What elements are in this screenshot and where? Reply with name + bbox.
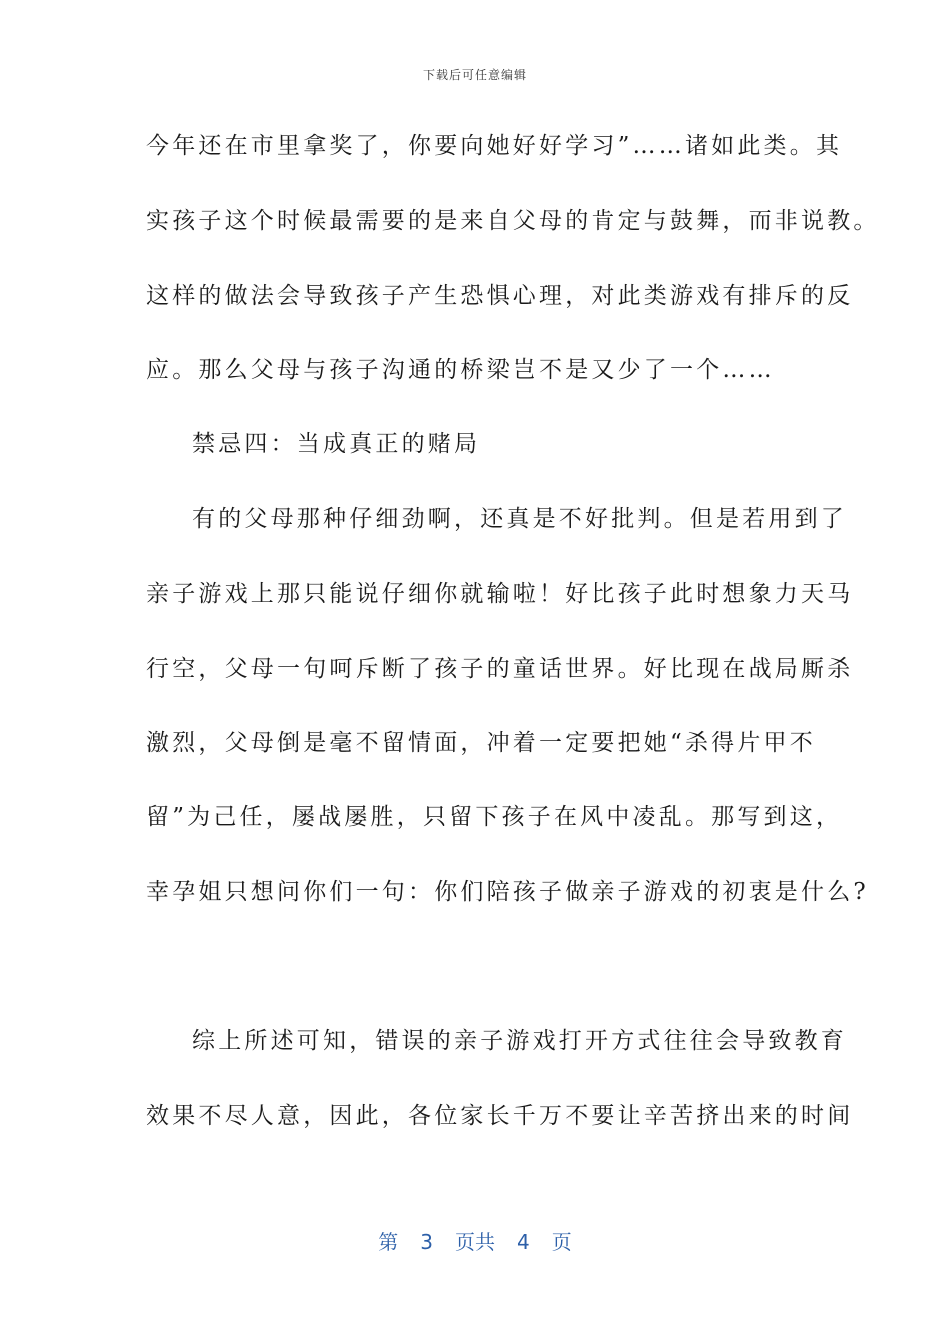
body-line: 应。那么父母与孩子沟通的桥梁岂不是又少了一个……: [146, 357, 775, 383]
body-line: 幸孕姐只想问你们一句：你们陪孩子做亲子游戏的初衷是什么?: [146, 879, 869, 905]
page-header: 下载后可任意编辑: [422, 68, 527, 82]
body-line: 行空，父母一句呵斥断了孩子的童话世界。好比现在战局厮杀: [146, 656, 854, 682]
body-line: 留”为己任，屡战屡胜，只留下孩子在风中凌乱。那写到这，: [146, 804, 843, 830]
page-number-footer: [0, 1226, 950, 1255]
body-line: 实孩子这个时候最需要的是来自父母的肯定与鼓舞，而非说教。: [146, 208, 880, 234]
body-line: 有的父母那种仔细劲啊，还真是不好批判。但是若用到了: [192, 506, 847, 532]
current-page-number: 3: [420, 1230, 433, 1254]
footer-middle: 页共: [455, 1230, 495, 1254]
body-line: 激烈，父母倒是毫不留情面，冲着一定要把她“杀得片甲不: [146, 730, 816, 756]
body-line: 效果不尽人意，因此，各位家长千万不要让辛苦挤出来的时间: [146, 1103, 854, 1129]
section-heading: 禁忌四：当成真正的赌局: [192, 431, 481, 457]
body-line: 综上所述可知，错误的亲子游戏打开方式往往会导致教育: [192, 1028, 847, 1054]
body-line: 亲子游戏上那只能说仔细你就输啦！好比孩子此时想象力天马: [146, 581, 854, 607]
body-line: 今年还在市里拿奖了，你要向她好好学习”……诸如此类。其: [146, 133, 843, 159]
total-pages-number: 4: [517, 1230, 530, 1254]
footer-suffix: 页: [551, 1230, 572, 1254]
footer-prefix: 第: [378, 1230, 399, 1254]
body-line: 这样的做法会导致孩子产生恐惧心理，对此类游戏有排斥的反: [146, 283, 854, 309]
